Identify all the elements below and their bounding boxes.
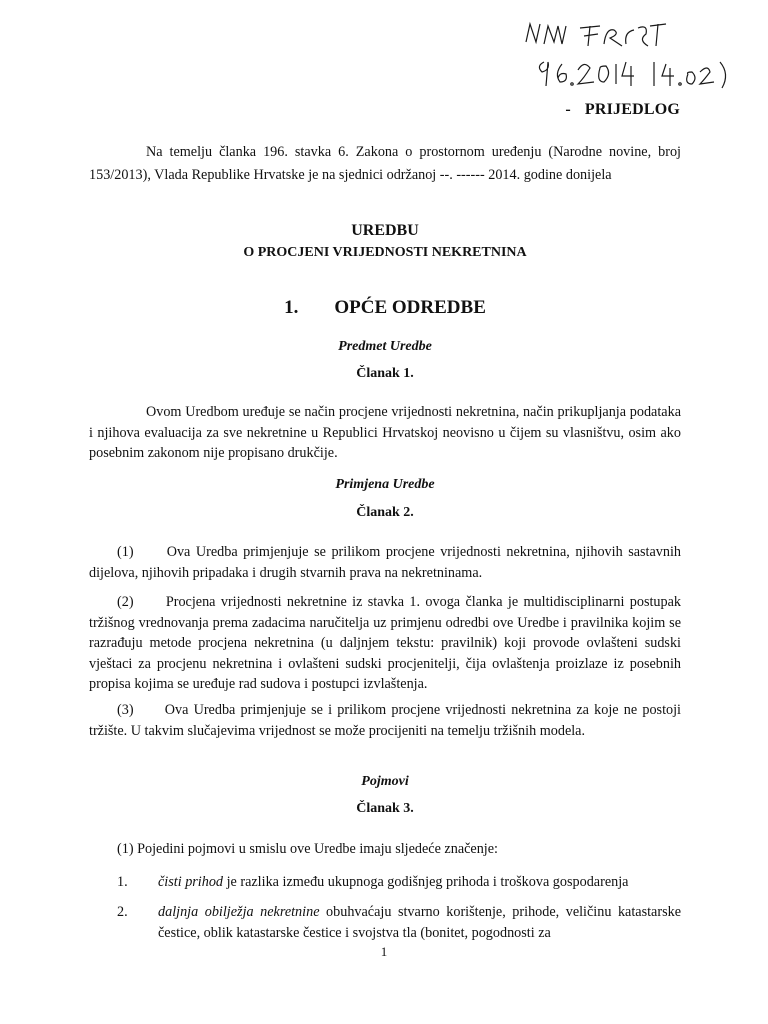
article-paragraph: (3) Ova Uredba primjenjuje se i prilikom procjene vrijednosti nekretnina za koje ne postoji tržište. U takvim slučajevima vrijednost se može procijeniti na temelju tržišnih modela. bbox=[89, 702, 681, 739]
definition-body bbox=[158, 872, 681, 893]
section-heading: Predmet Uredbe bbox=[338, 339, 432, 354]
chapter-heading bbox=[89, 297, 681, 319]
handwritten-annotation bbox=[518, 14, 738, 94]
intro-paragraph: Na temelju članka 196. stavka 6. Zakona o prostornom uređenju (Narodne novine, broj 153/2013), Vlada Republike Hrvatske je na sjednici održanoj --. ------ 2014. godine donijela bbox=[89, 144, 681, 183]
proposal-dash: - bbox=[565, 101, 571, 118]
article-paragraph: Ovom Uredbom uređuje se način procjene vrijednosti nekretnina, način prikupljanja podataka i njihova evaluacija za sve nekretnine u Republici Hrvatskoj neovisno u čijem su vlasništvu, osim ako posebnim zakonom nije propisano drukčije. bbox=[89, 404, 681, 461]
definition-marker: 1. bbox=[117, 874, 128, 890]
proposal-label bbox=[565, 101, 680, 119]
definition-text: je razlika između ukupnoga godišnjeg prihoda i troškova gospodarenja bbox=[223, 874, 629, 890]
definition-term: daljnja obilježja nekretnine bbox=[158, 904, 320, 920]
definition-item bbox=[89, 902, 681, 944]
page-number: 1 bbox=[380, 944, 388, 959]
article-heading: Članak 1. bbox=[356, 366, 414, 381]
article-paragraph: (1) Ova Uredba primjenjuje se prilikom procjene vrijednosti nekretnina, njihovih sastavnih dijelova, njihovih pripadaka i drugih stvarnih prava na nekretninama. bbox=[89, 544, 681, 581]
definition-marker: 2. bbox=[117, 904, 128, 920]
article-paragraph: (2) Procjena vrijednosti nekretnine iz stavka 1. ovoga članka je multidisciplinarni postupak tržišnog vrednovanja prema zadacima naručitelja uz primjenu odredbi ove Uredbe i pravilnika kojim se razrađuju metode procjena nekretnina (u daljnjem tekstu: pravilnik) koji provode ovlašteni sudski vještaci za procjenu nekretnina i ovlašteni sudski procjenitelji, čija ovlaštenja proizlaze iz posebnih propisa kojima se uređuje rad sudova i postupci izvlaštenja. bbox=[89, 594, 681, 692]
decree-title: UREDBU bbox=[351, 222, 419, 239]
article-heading: Članak 2. bbox=[356, 505, 414, 520]
article-paragraph: (1) Pojedini pojmovi u smislu ove Uredbe imaju sljedeće značenje: bbox=[117, 841, 498, 857]
decree-subtitle: O PROCJENI VRIJEDNOSTI NEKRETNINA bbox=[243, 245, 527, 260]
definition-body bbox=[158, 902, 681, 944]
definition-term: čisti prihod bbox=[158, 874, 224, 890]
section-heading: Primjena Uredbe bbox=[335, 477, 435, 492]
chapter-number: 1. bbox=[284, 297, 299, 318]
section-heading: Pojmovi bbox=[361, 774, 409, 789]
definition-text: obuhvaćaju stvarno korištenje, prihode, veličinu katastarske čestice, oblik katastarske čestice i svojstva tla (bonitet, pogodnosti za bbox=[158, 904, 681, 941]
definition-item bbox=[89, 872, 681, 893]
article-heading: Članak 3. bbox=[356, 801, 414, 816]
chapter-title: OPĆE ODREDBE bbox=[334, 297, 486, 318]
proposal-text: PRIJEDLOG bbox=[584, 101, 680, 118]
